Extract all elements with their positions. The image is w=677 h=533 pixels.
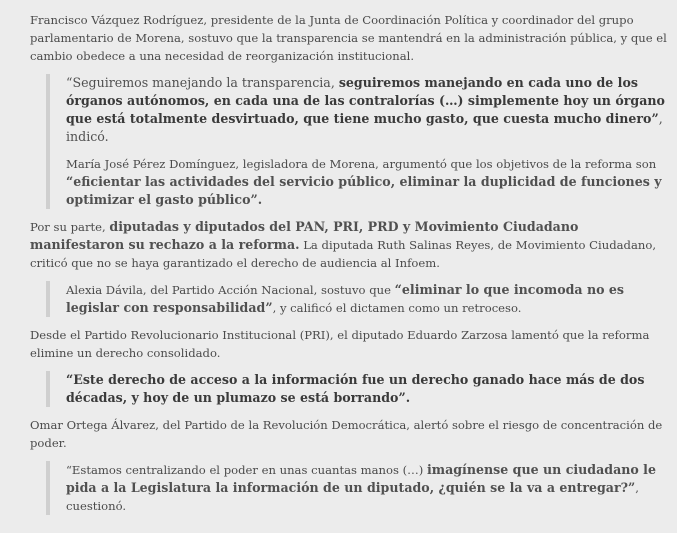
blockquote-davila — [46, 281, 670, 317]
quote-vazquez-close: , indicó. — [66, 111, 663, 144]
article-body — [30, 11, 670, 524]
quote-ortega-close: , cuestionó. — [66, 481, 639, 513]
paragraph-vazquez: Francisco Vázquez Rodríguez, presidente de la Junta de Coordinación Política y coordinador del grupo parlamentario de Morena, sostuvo que la transparencia se mantendrá en la administración pública, y que el cambio obedece a una necesidad de reorganización institucional. — [30, 13, 667, 63]
quote-vazquez-bold: seguiremos manejando en cada uno de los órganos autónomos, en cada una de las contralorías (…) simplemente hoy un órgano que está totalmente desvirtuado, que tiene mucho gasto, que cuesta mucho dinero” — [66, 75, 665, 126]
blockquote-zarzosa — [46, 371, 670, 407]
quote-perez-bold: “eficientar las actividades del servicio público, eliminar la duplicidad de funciones y optimizar el gasto público”. — [66, 174, 662, 207]
blockquote-ortega — [46, 461, 670, 515]
quote-perez-open: María José Pérez Domínguez, legisladora de Morena, argumentó que los objetivos de la reforma son — [66, 157, 657, 171]
paragraph-opposition — [30, 218, 670, 272]
opposition-open: Por su parte, — [30, 220, 110, 234]
quote-ortega — [66, 461, 670, 515]
blockquote-morena — [46, 74, 670, 209]
opposition-close: La diputada Ruth Salinas Reyes, de Movimiento Ciudadano, criticó que no se haya garantizado el derecho de audiencia al Infoem. — [30, 238, 657, 270]
quote-davila-close: , y calificó el dictamen como un retroceso. — [272, 301, 522, 315]
quote-ortega-bold: imagínense que un ciudadano le pida a la Legislatura la información de un diputado, ¿quién se la va a entregar?” — [66, 462, 656, 495]
quote-perez — [66, 155, 670, 209]
quote-ortega-open: “Estamos centralizando el poder en unas cuantas manos (…) — [66, 463, 427, 477]
quote-vazquez — [66, 74, 670, 146]
quote-davila — [66, 281, 670, 317]
paragraph-ortega: Omar Ortega Álvarez, del Partido de la Revolución Democrática, alertó sobre el riesgo de concentración de poder. — [30, 418, 663, 450]
quote-vazquez-open: “Seguiremos manejando la transparencia, — [66, 75, 339, 90]
quote-davila-bold: “eliminar lo que incomoda no es legislar con responsabilidad” — [66, 282, 624, 315]
opposition-bold: diputadas y diputados del PAN, PRI, PRD y Movimiento Ciudadano manifestaron su rechazo a la reforma. — [30, 219, 579, 252]
quote-zarzosa-bold: “Este derecho de acceso a la información fue un derecho ganado hace más de dos décadas, y hoy de un plumazo se está borrando”. — [66, 372, 645, 405]
quote-zarzosa — [66, 371, 670, 407]
paragraph-zarzosa: Desde el Partido Revolucionario Institucional (PRI), el diputado Eduardo Zarzosa lamentó que la reforma elimine un derecho consolidado. — [30, 328, 650, 360]
quote-davila-open: Alexia Dávila, del Partido Acción Nacional, sostuvo que — [66, 283, 395, 297]
